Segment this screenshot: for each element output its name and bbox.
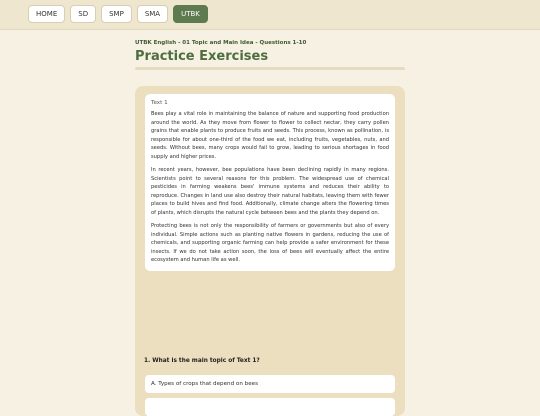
nav-sma-button[interactable]: SMA [137, 5, 168, 23]
main-nav [28, 5, 208, 23]
passage-paragraph-2: In recent years, however, bee populations have been declining rapidly in many regions. Scientists point to several reasons for this problem. The widespread use of chemical pesticides in farming weakens bees' immune systems and reduces their ability to reproduce. Changes in land use also destroy their natural habitats, leaving them with fewer places to build hives and find food. Additionally, climate change alters the flowering times of plants, which disrupts the natural cycle between bees and the plants they depend on. [151, 167, 389, 216]
reading-passage [145, 94, 395, 271]
title-divider [135, 67, 405, 70]
nav-sd-button[interactable]: SD [70, 5, 96, 23]
passage-paragraph-1: Bees play a vital role in maintaining the balance of nature and supporting food production around the world. As they move from flower to flower to collect nectar, they carry pollen grains that enable plants to produce fruits and seeds. This process, known as pollination, is responsible for about one-third of the food we eat, including fruits, vegetables, nuts, and seeds. Without bees, many crops would fail to grow, leading to serious shortages in food supply and higher prices. [151, 111, 389, 160]
exercise-card [135, 86, 405, 416]
top-navigation-bar [0, 0, 540, 30]
nav-utbk-button[interactable]: UTBK [173, 5, 208, 23]
passage-label: Text 1 [151, 100, 168, 106]
nav-home-button[interactable]: HOME [28, 5, 65, 23]
page-title: Practice Exercises [135, 49, 269, 64]
answer-option-b[interactable] [145, 398, 395, 416]
question-text: 1. What is the main topic of Text 1? [144, 358, 260, 364]
breadcrumb: UTBK English - 01 Topic and Main Idea - Questions 1-10 [135, 40, 307, 46]
passage-paragraph-3: Protecting bees is not only the responsibility of farmers or governments but also of every individual. Simple actions such as planting native flowers in gardens, reducing the use of chemicals, and supporting organic farming can help provide a safer environment for these insects. If we do not take action soon, the loss of bees will eventually affect the entire ecosystem and human life as well. [151, 223, 389, 263]
answer-option-a[interactable]: A. Types of crops that depend on bees [145, 375, 395, 393]
nav-smp-button[interactable]: SMP [101, 5, 132, 23]
